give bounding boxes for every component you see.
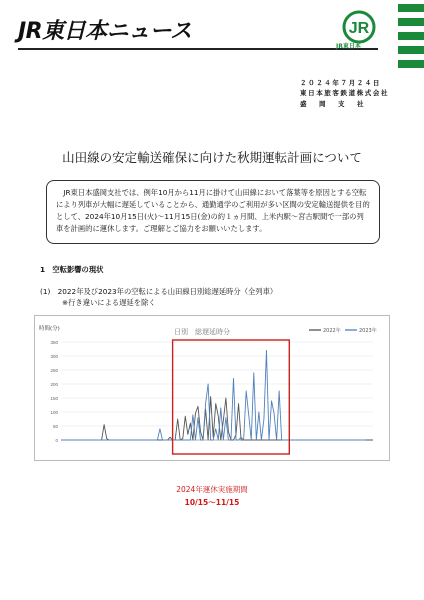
notice-box: JR東日本盛岡支社では、例年10月から11月に掛けて山田線において落葉等を原因とする空転により列車が大幅に遅延していることから、通勤通学のご利用が多い区間の安定輸送提供を目的として、2024年10月15日(火)～11月15日(金)の約１ヵ月間、上米内駅～宮古駅間で一部の列車を計画的に運休します。ご理解とご協力をお願いいたします。 [46,180,380,244]
suspension-period-range: 10/15～11/15 [184,498,240,507]
delay-chart [34,315,390,461]
company-name: 東日本旅客鉄道株式会社 [300,89,390,97]
y-tick-label: 200 [50,381,58,387]
news-header-title: JR東日本ニュース [18,19,192,44]
y-axis-label: 時間(分) [39,326,60,332]
suspension-period-title: 2024年運休実施期間 [176,485,248,494]
delay-chart-svg [35,316,389,460]
jr-logo-caption: JR東日本 [336,43,361,50]
legend-entry: 2023年 [359,328,377,334]
y-tick-label: 100 [50,409,58,415]
y-tick-label: 150 [50,395,58,401]
branch-name: 盛 岡 支 社 [300,100,367,108]
section-heading: 1 空転影響の現状 [40,265,104,274]
y-tick-label: 0 [55,437,58,443]
release-date: ２０２４年７月２４日 [300,79,381,87]
brand-stripes [398,0,424,78]
y-tick-label: 50 [52,423,58,429]
series-line [61,350,365,440]
y-tick-label: 300 [50,353,58,359]
y-tick-label: 350 [50,339,58,345]
y-tick-label: 250 [50,367,58,373]
jr-logo-letters: JR [348,20,370,37]
subsection-heading: (1) 2022年及び2023年の空転による山田線日別総遅延時分（全列車） [40,287,278,296]
document-title: 山田線の安定輸送確保に向けた秋期運転計画について [62,150,362,165]
subsection-note: ※行き違いによる遅延を除く [62,298,156,307]
chart-title: 日別 総遅延時分 [174,328,230,336]
header-rule [18,48,378,50]
legend-entry: 2022年 [323,328,341,334]
